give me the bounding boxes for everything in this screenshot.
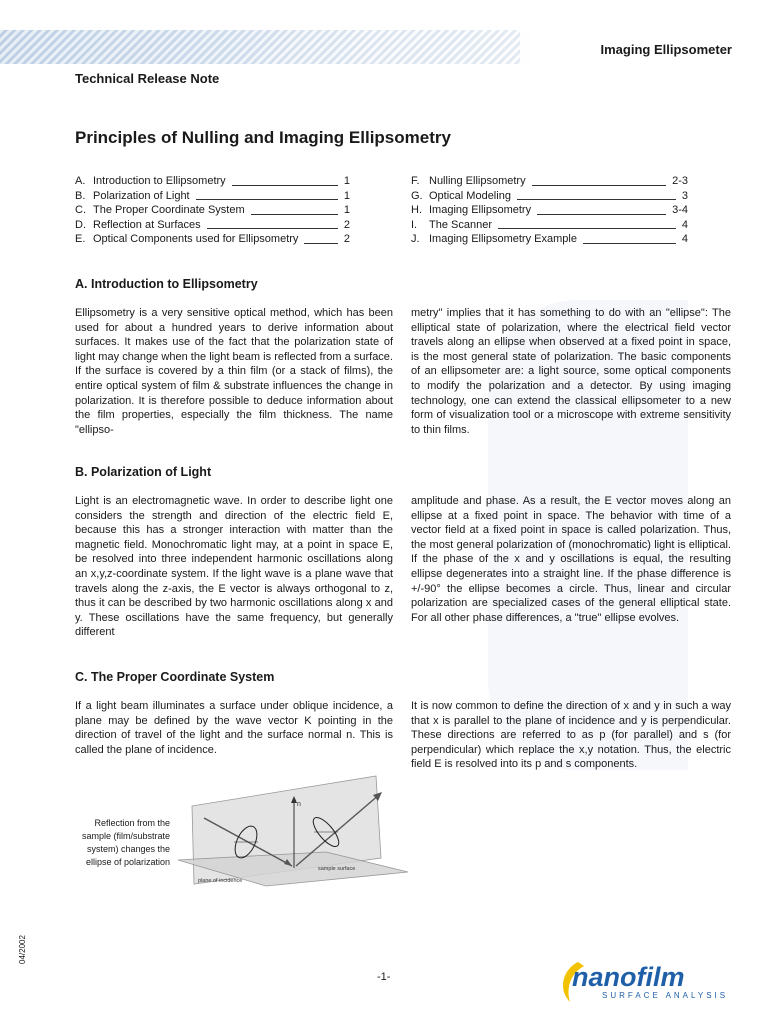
document-type: Technical Release Note	[75, 71, 220, 86]
nanofilm-logo	[556, 958, 736, 1006]
sample-surface-label: sample surface	[318, 866, 356, 872]
toc-right	[411, 174, 688, 247]
toc-item: A. Introduction to Ellipsometry 1	[75, 175, 350, 187]
page-number: -1-	[377, 971, 391, 983]
toc-item: G. Optical Modeling 3	[411, 189, 688, 202]
toc-item: E. Optical Components used for Ellipsometry 2	[75, 233, 350, 246]
toc-item: C. The Proper Coordinate System 1	[75, 204, 350, 217]
section-a-left-text: Ellipsometry is a very sensitive optical method, which has been used for about a hundred years to derive information about surfaces. It makes use of the fact that the polarization state of light may change when the light beam is reflected from a surface. If the surface is covered by a thin film (or a stack of films), the entire optical system of film & substrate influences the change in polarization. It is therefore possible to deduce information about the film properties, especially the film thickness. The name "ellipso-	[75, 307, 393, 436]
section-c-left-text: If a light beam illuminates a surface under oblique incidence, a plane may be defined by the wave vector K pointing in the direction of travel of the light and the surface normal n. This is called the plane of incidence.	[75, 700, 393, 756]
section-heading-b: B. Polarization of Light	[75, 465, 212, 479]
toc-item: D. Reflection at Surfaces 2	[75, 218, 350, 231]
figure-caption: Reflection from the sample (film/substrate system) changes the ellipse of polarization	[81, 818, 170, 867]
logo-wordmark: nanofilm	[572, 962, 685, 992]
section-heading-c: C. The Proper Coordinate System	[75, 670, 275, 684]
logo-tagline: SURFACE ANALYSIS	[602, 991, 729, 1000]
plane-of-incidence-label: plane of incidence	[198, 878, 243, 884]
toc-item: B. Polarization of Light 1	[75, 189, 350, 202]
section-c-right-text: It is now common to define the direction of x and y in such a way that x is parallel to the plane of incidence and y is perpendicular. These directions are referred to as p (for parallel) and s (for perpendicular) which replace the x,y notation. Thus, the electric field E is resolved into its p and s components.	[411, 700, 731, 771]
toc-left	[75, 174, 350, 247]
toc-item: J. Imaging Ellipsometry Example 4	[411, 233, 688, 246]
section-b-right-text: amplitude and phase. As a result, the E vector moves along an ellipse at a fixed point in space. The behavior with time of a vector field at a fixed point in space is called polarization. Thus, the most general polarization of (monochromatic) light is elliptical. If the phase of the x and y oscillations is equal, the resulting ellipse degenerates into a straight line. If the phase difference is +/-90° the ellipse becomes a circle. Thus, linear and circular polarization are specialized cases of the general elliptical state. For all other phase differences, a "true" ellipse evolves.	[411, 495, 731, 624]
section-a-right-text: metry" implies that it has something to do with an "ellipse": The elliptical state of polarization, where the electrical field vector travels along an ellipse when observed at a fixed point in space, is the most general state of polarization. The basic components of an ellipsometer are: a light source, some optical components to modify the polarization and a detector. By using imaging technology, one can extend the classical ellipsometer to a new form of visualization tool or a microscope with extreme sensitivity to thin films.	[411, 307, 731, 436]
reflection-diagram	[176, 772, 410, 898]
page-title: Principles of Nulling and Imaging Ellipsometry	[75, 128, 451, 147]
normal-label: n	[297, 801, 301, 808]
section-heading-a: A. Introduction to Ellipsometry	[75, 277, 258, 291]
print-date: 04/2002	[18, 935, 27, 964]
toc-item: I. The Scanner 4	[411, 218, 688, 231]
toc-item: H. Imaging Ellipsometry 3-4	[411, 204, 688, 217]
header-section-title: Imaging Ellipsometer	[600, 42, 732, 57]
toc-item: F. Nulling Ellipsometry 2-3	[411, 175, 688, 187]
section-b-left-text: Light is an electromagnetic wave. In order to describe light one considers the strength and direction of the electric field E, because this has a stronger interaction with matter than the magnetic field. Monochromatic light may, at a point in space E, be resolved into three independent harmonic oscillations along an x,y,z-coordinate system. If the light wave is a plane wave that travels along the z-axis, the E vector is always orthogonal to z, thus it can be described by two harmonic oscillations along x and y. These oscillations have the same frequency, but generally different	[75, 495, 393, 639]
